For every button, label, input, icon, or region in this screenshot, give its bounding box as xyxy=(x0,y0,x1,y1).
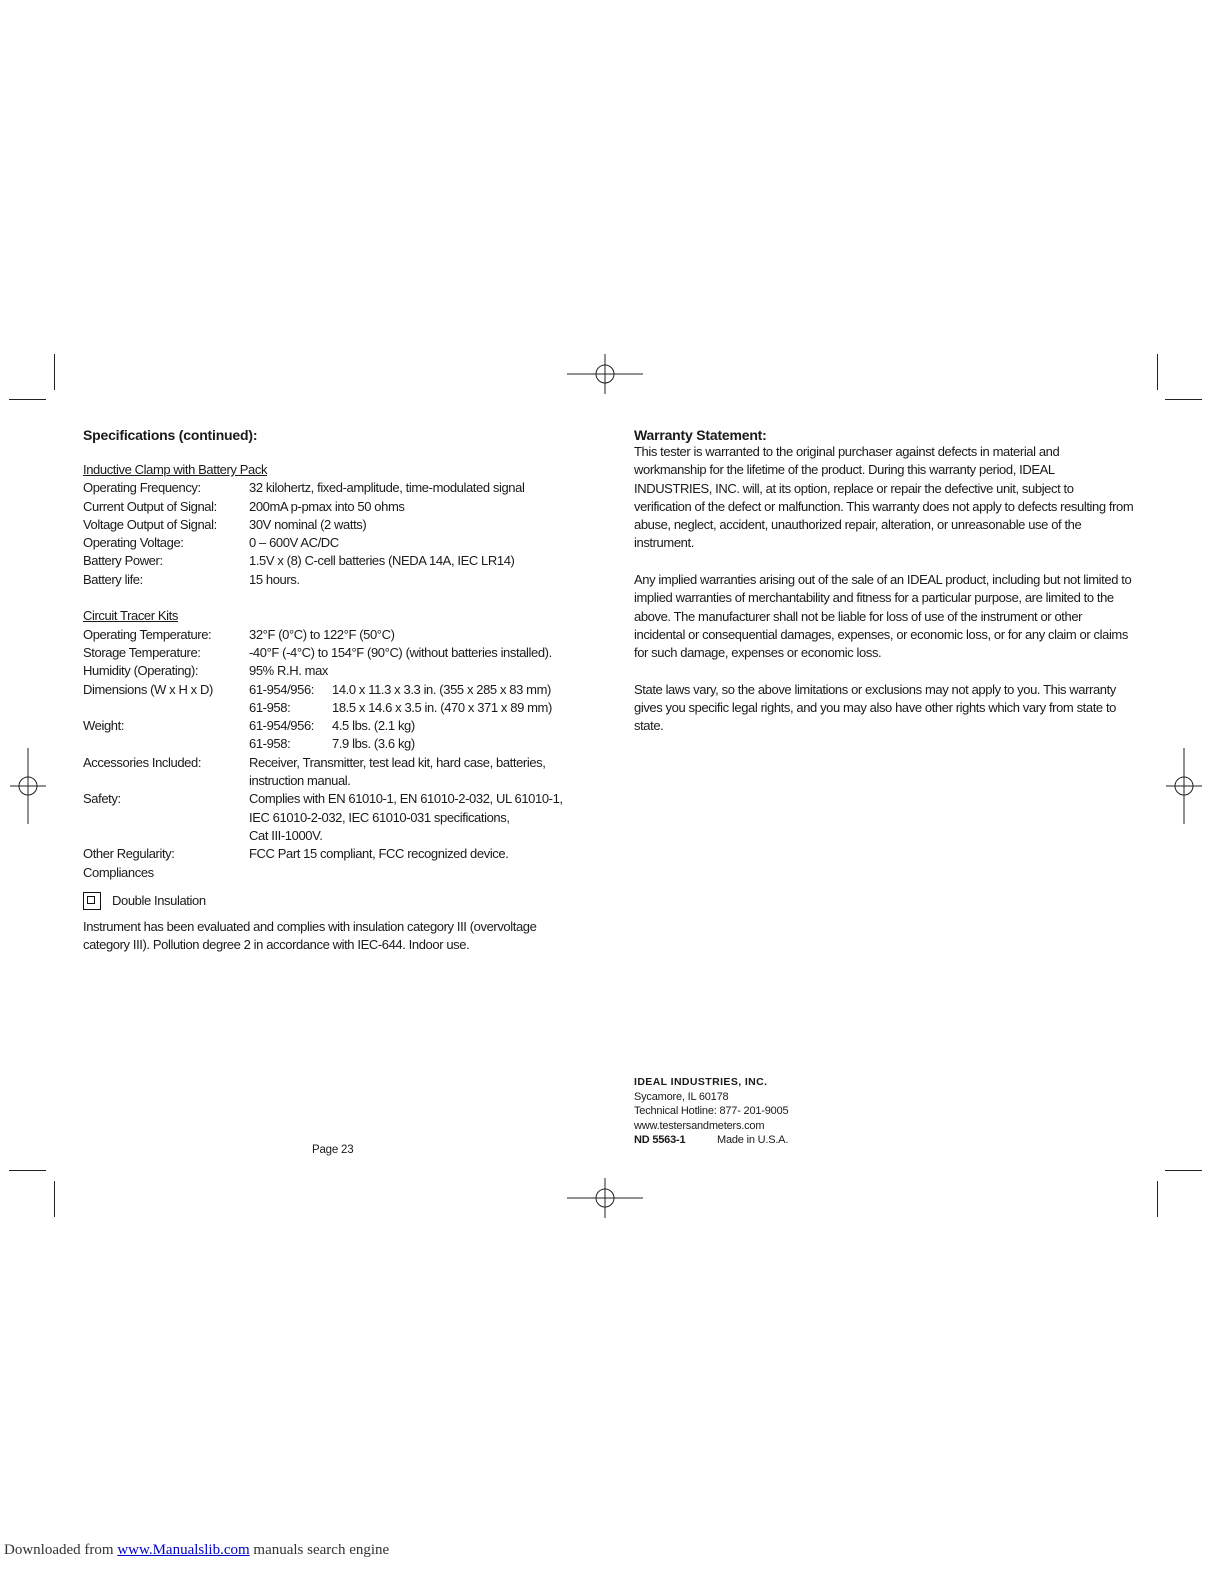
spec-label-line: Compliances xyxy=(83,864,154,880)
spec-value: 0 – 600V AC/DC xyxy=(249,535,339,551)
spec-row xyxy=(83,845,583,882)
spec-label: Current Output of Signal: xyxy=(83,498,217,514)
document-number: ND 5563-1 xyxy=(634,1134,686,1147)
spec-row xyxy=(83,644,583,662)
spec-value: 30V nominal (2 watts) xyxy=(249,516,367,532)
spec-value: 15 hours. xyxy=(249,571,300,587)
warranty-heading: Warranty Statement: xyxy=(634,427,767,443)
registration-mark-icon xyxy=(1166,748,1202,824)
spec-value: -40°F (-4°C) to 154°F (90°C) (without batteries installed). xyxy=(249,644,552,660)
spec-value: 32 kilohertz, fixed-amplitude, time-modulated signal xyxy=(249,480,525,496)
footer-prefix: Downloaded from xyxy=(4,1542,118,1558)
company-website: www.testersandmeters.com xyxy=(634,1119,765,1132)
model-value: 18.5 x 14.6 x 3.5 in. (470 x 371 x 89 mm) xyxy=(332,699,552,715)
crop-mark xyxy=(54,1181,55,1217)
kits-section-title: Circuit Tracer Kits xyxy=(83,608,178,624)
spec-row xyxy=(83,534,583,552)
spec-value: 1.5V x (8) C-cell batteries (NEDA 14A, IEC LR14) xyxy=(249,553,515,569)
compliance-note: Instrument has been evaluated and complies with insulation category III (overvoltage category III). Pollution degree 2 in accordance with IEC-644. Indoor use. xyxy=(83,918,537,953)
model-value: 7.9 lbs. (3.6 kg) xyxy=(332,736,415,752)
spec-value-line: IEC 61010-2-032, IEC 61010-031 specifications, xyxy=(249,809,510,825)
spec-row xyxy=(83,571,583,589)
spec-label: Voltage Output of Signal: xyxy=(83,516,217,532)
model-number: 61-954/956: xyxy=(249,681,314,697)
spec-row xyxy=(83,717,583,754)
spec-label: Weight: xyxy=(83,718,125,734)
model-number: 61-958: xyxy=(249,736,291,752)
document-line xyxy=(634,1133,788,1148)
spec-value-line: instruction manual. xyxy=(249,773,351,789)
spec-value: 32°F (0°C) to 122°F (50°C) xyxy=(249,626,395,642)
spec-value-line: Cat III-1000V. xyxy=(249,827,323,843)
spec-value: 95% R.H. max xyxy=(249,663,329,679)
registration-mark-icon xyxy=(567,1178,643,1218)
spec-row xyxy=(83,626,583,644)
spec-value: 200mA p-pmax into 50 ohms xyxy=(249,498,405,514)
double-insulation-label: Double Insulation xyxy=(112,892,206,908)
spec-label: Operating Frequency: xyxy=(83,480,201,496)
spec-label: Safety: xyxy=(83,791,121,807)
spec-value-line: Receiver, Transmitter, test lead kit, hard case, batteries, xyxy=(249,754,546,770)
spec-row xyxy=(83,662,583,680)
clamp-section-title: Inductive Clamp with Battery Pack xyxy=(83,462,268,477)
crop-mark xyxy=(9,1170,46,1171)
company-info xyxy=(634,1075,788,1148)
crop-mark xyxy=(1165,399,1202,400)
spec-label xyxy=(83,845,249,882)
spec-label: Battery Power: xyxy=(83,553,163,569)
spec-value xyxy=(249,754,583,791)
spec-value: FCC Part 15 compliant, FCC recognized device. xyxy=(249,846,509,862)
model-value: 14.0 x 11.3 x 3.3 in. (355 x 285 x 83 mm) xyxy=(332,681,551,697)
crop-mark xyxy=(9,399,46,400)
spec-row xyxy=(83,552,583,570)
spec-label: Battery life: xyxy=(83,571,143,587)
spec-row xyxy=(83,790,583,845)
crop-mark xyxy=(1157,354,1158,390)
spec-value xyxy=(249,681,583,718)
company-name: IDEAL INDUSTRIES, INC. xyxy=(634,1076,768,1088)
warranty-paragraph: Any implied warranties arising out of the sale of an IDEAL product, including but not limited to implied warranties of merchantability and fitness for a particular purpose, are limited to the above. The manufacturer shall not be liable for loss of use of the instrument or other incidental or consequential damages, expenses, or economic loss, or for any claim or claims for such damage, expenses or economic loss. xyxy=(634,572,1132,661)
model-number: 61-958: xyxy=(249,699,291,715)
spec-value-line: Complies with EN 61010-1, EN 61010-2-032, UL 61010-1, xyxy=(249,791,563,807)
warranty-paragraph: This tester is warranted to the original purchaser against defects in material and workmanship for the lifetime of the product. During this warranty period, IDEAL INDUSTRIES, INC. will, at its option, replace or repair the defective unit, subject to verification of the defect or malfunction. This warranty does not apply to defects resulting from abuse, neglect, accident, unauthorized repair, alteration, or unreasonable use of the instrument. xyxy=(634,444,1134,551)
crop-mark xyxy=(1157,1181,1158,1217)
model-value: 4.5 lbs. (2.1 kg) xyxy=(332,718,415,734)
made-in-label: Made in U.S.A. xyxy=(717,1134,789,1147)
double-insulation-icon xyxy=(83,892,101,910)
spec-label: Operating Voltage: xyxy=(83,535,184,551)
crop-mark xyxy=(54,354,55,390)
specifications-column xyxy=(83,427,583,954)
page-number: Page 23 xyxy=(312,1144,354,1156)
spec-row xyxy=(83,516,583,534)
spec-label: Accessories Included: xyxy=(83,754,202,770)
crop-mark xyxy=(1165,1170,1202,1171)
warranty-column xyxy=(634,427,1134,736)
spec-label-line: Other Regularity: xyxy=(83,846,175,862)
spec-label: Storage Temperature: xyxy=(83,644,201,660)
manualslib-link[interactable]: www.Manualslib.com xyxy=(117,1542,250,1558)
technical-hotline: Technical Hotline: 877- 201-9005 xyxy=(634,1105,789,1118)
specifications-heading: Specifications (continued): xyxy=(83,427,258,443)
spec-row xyxy=(83,754,583,791)
footer-suffix: manuals search engine xyxy=(249,1542,390,1558)
spec-row xyxy=(83,498,583,516)
company-city: Sycamore, IL 60178 xyxy=(634,1090,729,1103)
registration-mark-icon xyxy=(567,354,643,394)
spec-label: Dimensions (W x H x D) xyxy=(83,681,213,697)
spec-value xyxy=(249,717,583,754)
spec-row xyxy=(83,681,583,718)
double-insulation-note xyxy=(83,892,583,910)
model-number: 61-954/956: xyxy=(249,718,314,734)
spec-row xyxy=(83,479,583,497)
download-footer xyxy=(4,1542,389,1559)
spec-label: Humidity (Operating): xyxy=(83,663,199,679)
spec-value xyxy=(249,790,583,845)
warranty-paragraph: State laws vary, so the above limitations or exclusions may not apply to you. This warranty gives you specific legal rights, and you may also have other rights which vary from state to state. xyxy=(634,681,1117,734)
spec-label: Operating Temperature: xyxy=(83,626,212,642)
registration-mark-icon xyxy=(10,748,46,824)
